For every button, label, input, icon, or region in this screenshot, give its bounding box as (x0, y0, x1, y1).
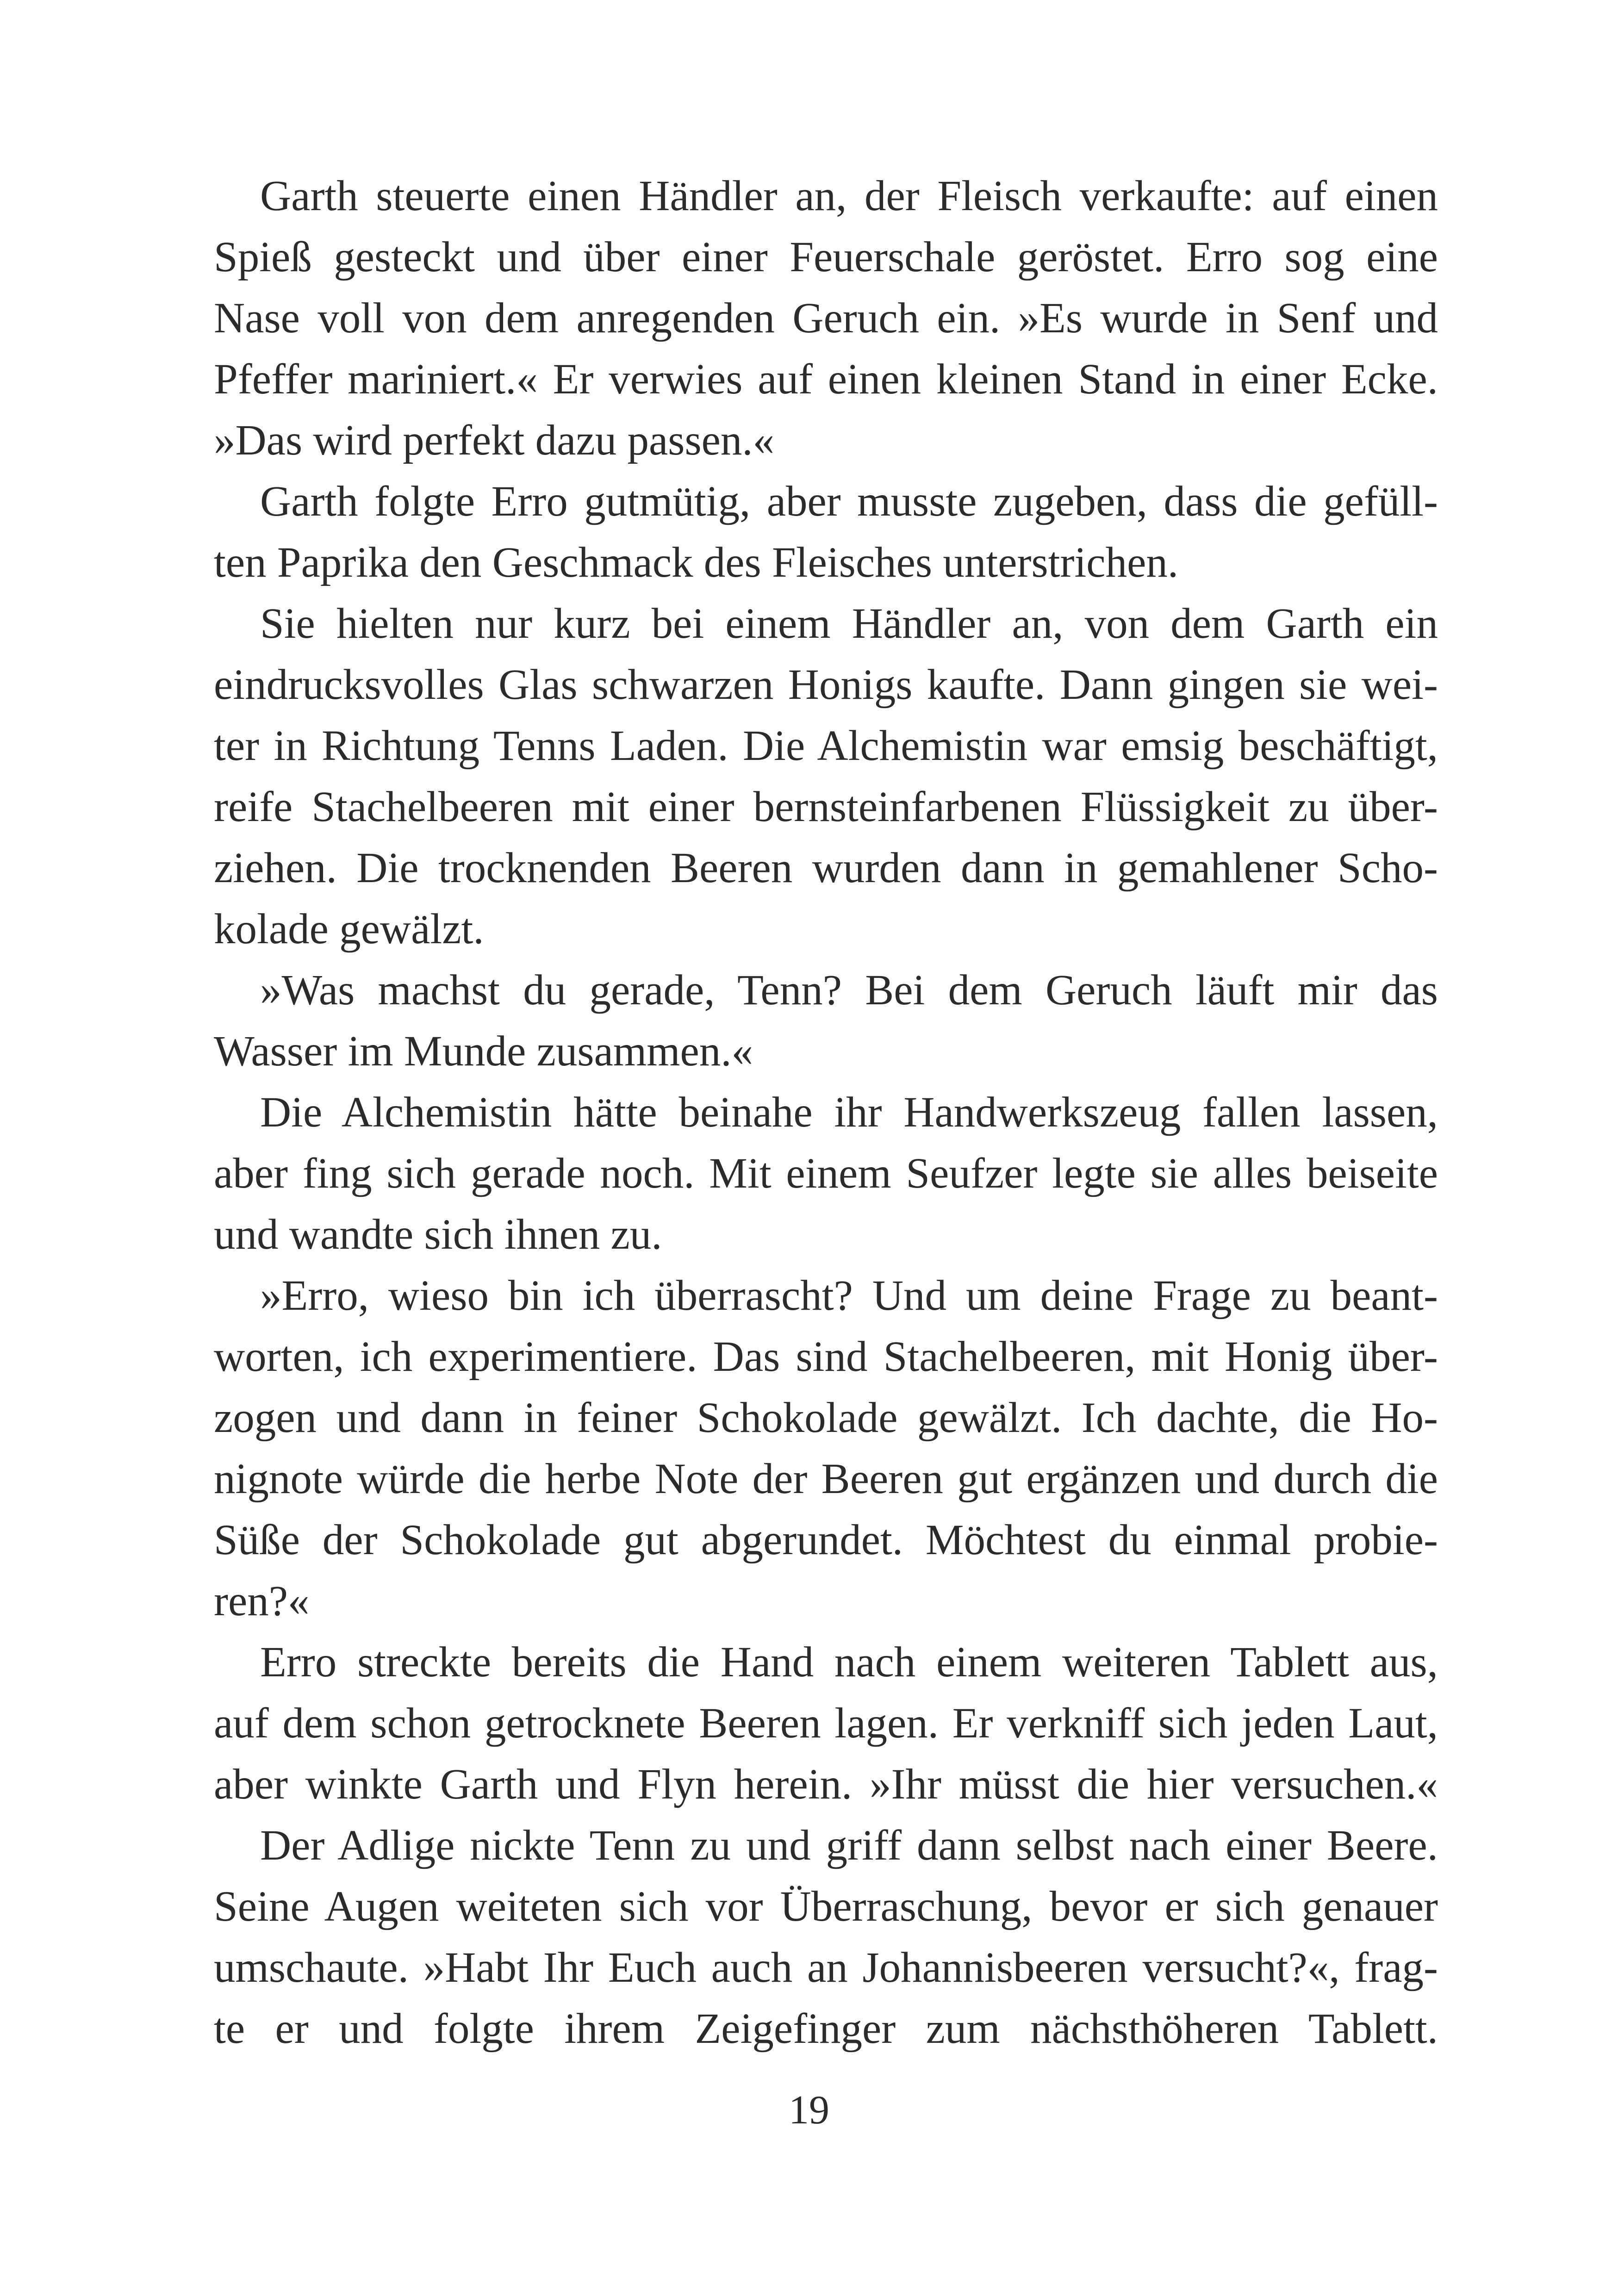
text-line: auf dem schon getrocknete Beeren lagen. Er verkniff sich jeden Laut, (214, 1699, 1438, 1747)
text-line: Spieß gesteckt und über einer Feuerschale geröstet. Erro sog eine (214, 233, 1438, 281)
paragraph-first-line: Die Alchemistin hätte beinahe ihr Handwerkszeug fallen lassen, (260, 1089, 1438, 1136)
text-line: reife Stachelbeeren mit einer bernsteinfarbenen Flüssigkeit zu über- (214, 783, 1438, 831)
text-line: ter in Richtung Tenns Laden. Die Alchemistin war emsig beschäftigt, (214, 722, 1438, 770)
text-line: und wandte sich ihnen zu. (214, 1211, 662, 1258)
text-line: Seine Augen weiteten sich vor Überraschung, bevor er sich genauer (214, 1883, 1438, 1930)
text-line: aber fing sich gerade noch. Mit einem Seufzer legte sie alles beiseite (214, 1150, 1438, 1197)
paragraph-first-line: Sie hielten nur kurz bei einem Händler an, von dem Garth ein (260, 600, 1438, 647)
text-line: worten, ich experimentiere. Das sind Stachelbeeren, mit Honig über- (214, 1333, 1438, 1381)
paragraph-first-line: »Was machst du gerade, Tenn? Bei dem Geruch läuft mir das (260, 966, 1438, 1014)
text-line: ten Paprika den Geschmack des Fleisches unterstrichen. (214, 539, 1179, 586)
text-line: eindrucksvolles Glas schwarzen Honigs kaufte. Dann gingen sie wei- (214, 661, 1438, 709)
text-line: Pfeffer mariniert.« Er verwies auf einen kleinen Stand in einer Ecke. (214, 355, 1438, 403)
paragraph-first-line: Der Adlige nickte Tenn zu und griff dann selbst nach einer Beere. (260, 1822, 1438, 1869)
text-line: Nase voll von dem anregenden Geruch ein. »Es wurde in Senf und (214, 294, 1438, 342)
text-line: nignote würde die herbe Note der Beeren gut ergänzen und durch die (214, 1455, 1438, 1503)
page-number: 19 (789, 2088, 829, 2133)
text-line: aber winkte Garth und Flyn herein. »Ihr müsst die hier versuchen.« (214, 1761, 1438, 1808)
text-line: ziehen. Die trocknenden Beeren wurden dann in gemahlener Scho- (214, 844, 1438, 892)
text-line: Wasser im Munde zusammen.« (214, 1027, 753, 1075)
body-text (214, 166, 1438, 2060)
paragraph-first-line: Erro streckte bereits die Hand nach einem weiteren Tablett aus, (260, 1638, 1438, 1686)
text-line: zogen und dann in feiner Schokolade gewälzt. Ich dachte, die Ho- (214, 1394, 1438, 1442)
text-line: ren?« (214, 1577, 310, 1625)
text-line: Süße der Schokolade gut abgerundet. Möchtest du einmal probie- (214, 1516, 1438, 1564)
text-line: te er und folgte ihrem Zeigefinger zum nächsthöheren Tablett. (214, 2005, 1438, 2053)
paragraph-first-line: Garth folgte Erro gutmütig, aber musste zugeben, dass die gefüll- (260, 478, 1438, 525)
text-line: umschaute. »Habt Ihr Euch auch an Johannisbeeren versucht?«, frag- (214, 1944, 1438, 1991)
text-line: kolade gewälzt. (214, 905, 484, 953)
text-line: »Das wird perfekt dazu passen.« (214, 417, 775, 464)
paragraph-first-line: »Erro, wieso bin ich überrascht? Und um deine Frage zu beant- (260, 1272, 1438, 1319)
paragraph-first-line: Garth steuerte einen Händler an, der Fleisch verkaufte: auf einen (260, 172, 1438, 220)
